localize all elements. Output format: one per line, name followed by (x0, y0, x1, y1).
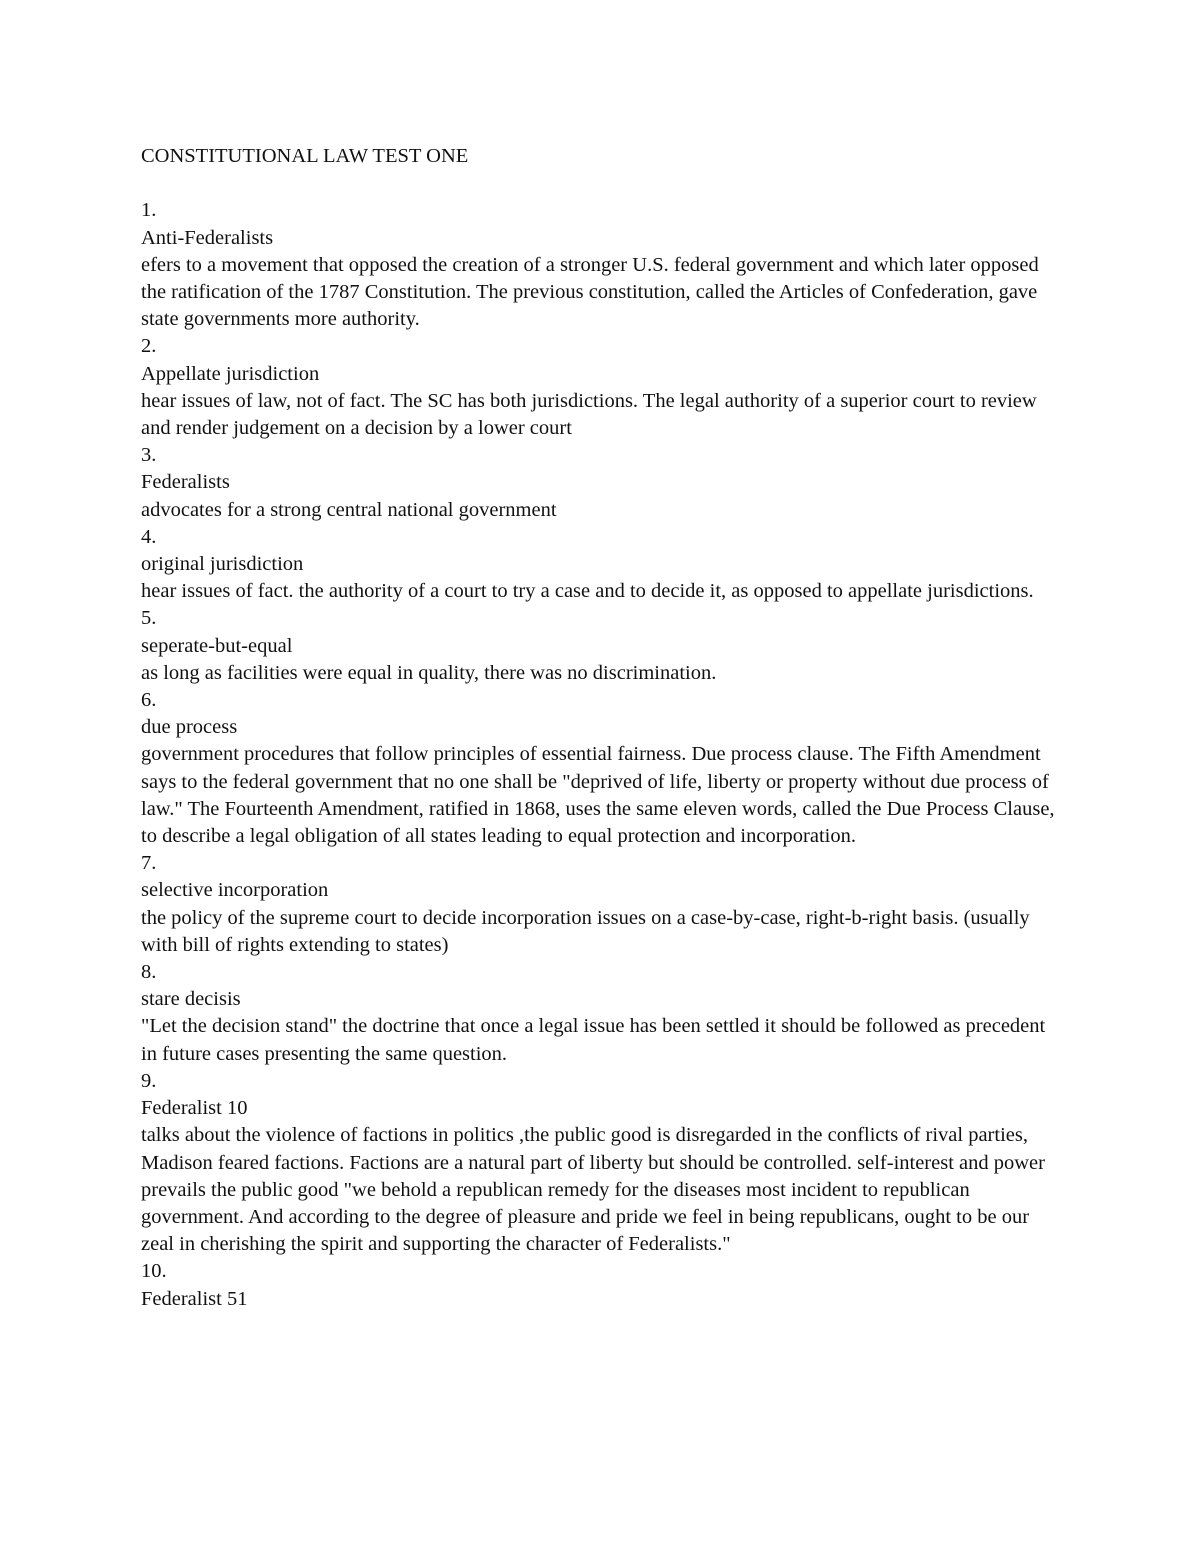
list-item (141, 197, 1066, 333)
entry-definition: talks about the violence of factions in politics ,the public good is disregarded in the conflicts of rival parties, Madison feared factions. Factions are a natural part of liberty but should be controlled. self-interest and power prevails the public good "we behold a republican remedy for the diseases most incident to republican government. And according to the degree of pleasure and pride we feel in being republicans, ought to be our zeal in cherishing the spirit and supporting the character of Federalists." (141, 1124, 1045, 1256)
entry-definition: government procedures that follow principles of essential fairness. Due process clause. The Fifth Amendment says to the federal government that no one shall be "deprived of life, liberty or property without due process of law." The Fourteenth Amendment, ratified in 1868, uses the same eleven words, called the Due Process Clause, to describe a legal obligation of all states leading to equal protection and incorporation. (141, 743, 1055, 848)
entry-number: 10. (141, 1260, 167, 1283)
entry-number: 3. (141, 444, 157, 467)
entry-number: 2. (141, 335, 157, 358)
entry-term: Federalist 10 (141, 1097, 248, 1120)
entry-term: original jurisdiction (141, 553, 304, 576)
entry-definition: hear issues of law, not of fact. The SC has both jurisdictions. The legal authority of a superior court to review and render judgement on a decision by a lower court (141, 389, 1037, 440)
list-item (141, 687, 1066, 850)
entry-list (141, 197, 1066, 1312)
entry-number: 5. (141, 607, 157, 630)
entry-number: 8. (141, 961, 157, 984)
list-item (141, 850, 1066, 959)
list-item (141, 442, 1066, 524)
entry-definition: as long as facilities were equal in quality, there was no discrimination. (141, 661, 717, 684)
entry-term: Federalists (141, 471, 230, 494)
list-item (141, 605, 1066, 687)
list-item (141, 333, 1066, 442)
entry-term: stare decisis (141, 988, 241, 1011)
entry-number: 4. (141, 525, 157, 548)
title-spacer (141, 170, 1066, 197)
document-body (141, 143, 1066, 1313)
entry-definition: the policy of the supreme court to decide incorporation issues on a case-by-case, right-b-right basis. (usually with bill of rights extending to states) (141, 906, 1030, 956)
entry-definition: efers to a movement that opposed the creation of a stronger U.S. federal government and which later opposed the ratification of the 1787 Constitution. The previous constitution, called the Articles of Confederation, gave state governments more authority. (141, 253, 1039, 331)
entry-term: Federalist 51 (141, 1287, 248, 1310)
list-item (141, 1258, 1066, 1312)
entry-definition: advocates for a strong central national government (141, 498, 557, 521)
entry-number: 7. (141, 852, 157, 875)
entry-number: 9. (141, 1069, 157, 1092)
entry-definition: hear issues of fact. the authority of a court to try a case and to decide it, as opposed to appellate jurisdictions. (141, 580, 1034, 603)
entry-term: due process (141, 716, 238, 739)
list-item (141, 524, 1066, 606)
entry-term: seperate-but-equal (141, 634, 293, 657)
document-title: CONSTITUTIONAL LAW TEST ONE (141, 145, 469, 167)
list-item (141, 1068, 1066, 1258)
list-item (141, 959, 1066, 1068)
entry-term: selective incorporation (141, 879, 329, 902)
entry-number: 6. (141, 689, 157, 712)
entry-number: 1. (141, 199, 157, 222)
entry-term: Anti-Federalists (141, 226, 274, 249)
entry-definition: "Let the decision stand" the doctrine that once a legal issue has been settled it should be followed as precedent in future cases presenting the same question. (141, 1015, 1046, 1065)
entry-term: Appellate jurisdiction (141, 362, 320, 385)
